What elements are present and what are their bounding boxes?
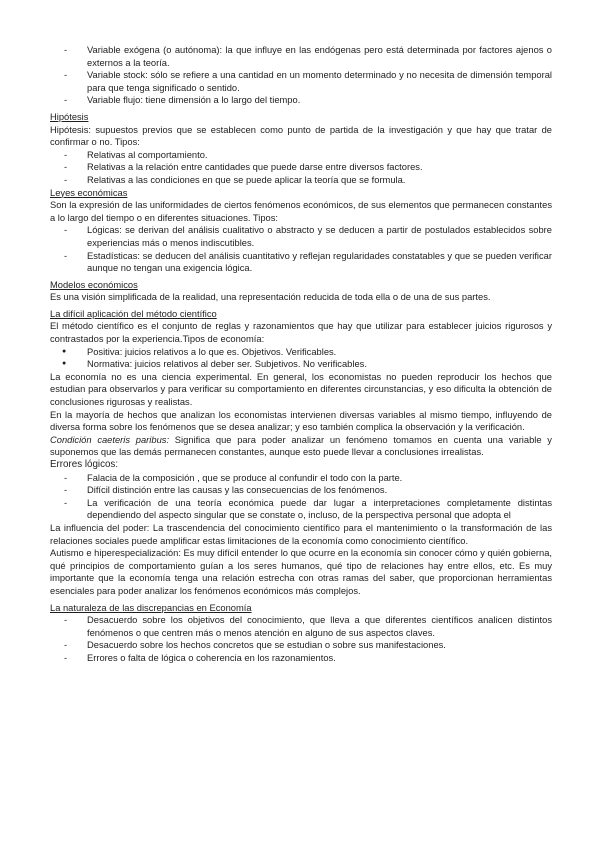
list-item: ● Normativa: juicios relativos al deber ser. Subjetivos. No verificables.: [50, 358, 552, 371]
list-item: - Estadísticas: se deducen del análisis cuantitativo y reflejan regularidades constatables y que se pueden verificar aunque no tengan una exigencia lógica.: [50, 250, 552, 275]
paragraph: El método científico es el conjunto de reglas y razonamientos que hay que utilizar para establecer juicios rigurosos y contrastados por la experiencia.Tipos de economía:: [50, 321, 552, 345]
hipotesis-list: [50, 149, 552, 187]
ceteris-paribus-term: Condición caeteris paribus:: [50, 434, 170, 445]
ceteris-paribus-text: Significa que para poder analizar un fenómeno tomamos en cuenta una variable y suponemos que las demás permanecen constantes, aunque esto puede llevar a conclusiones irrealistas.: [50, 434, 552, 458]
economia-tipos-list: [50, 346, 552, 371]
list-item: - Variable stock: sólo se refiere a una cantidad en un momento determinado y no necesita de dimensión temporal para que tenga significado o sentido.: [50, 69, 552, 94]
section-heading-discrepancias: La naturaleza de las discrepancias en Economía: [50, 602, 252, 613]
list-item: - Difícil distinción entre las causas y las consecuencias de los fenómenos.: [50, 484, 552, 497]
list-item: - Desacuerdo sobre los objetivos del conocimiento, que lleva a que diferentes científicos analicen distintos fenómenos o que centren más o menos atención en alguno de sus aspectos claves.: [50, 614, 552, 639]
discrepancias-list: [50, 614, 552, 664]
list-item: - Relativas al comportamiento.: [50, 149, 552, 162]
list-item: - Falacia de la composición , que se produce al confundir el todo con la parte.: [50, 472, 552, 485]
paragraph: En la mayoría de hechos que analizan los economistas intervienen diversas variables al mismo tiempo, influyendo de diversa forma sobre los fenómenos que se desea analizar; y eso también complica la observación y la verificación.: [50, 409, 552, 433]
section-heading-hipotesis: Hipótesis: [50, 111, 89, 122]
paragraph-ceteris-paribus: [50, 434, 552, 459]
section-heading-leyes: Leyes económicas: [50, 187, 128, 198]
list-item: - Lógicas: se derivan del análisis cualitativo o abstracto y se deducen a partir de postulados establecidos sobre experiencias más o menos indiscutibles.: [50, 224, 552, 249]
list-item: - Relativas a la relación entre cantidades que puede darse entre diversos factores.: [50, 161, 552, 174]
list-item: - Desacuerdo sobre los hechos concretos que se estudian o sobre sus manifestaciones.: [50, 639, 552, 652]
leyes-list: [50, 224, 552, 274]
paragraph: Hipótesis: supuestos previos que se establecen como punto de partida de la investigación y que hay que tratar de confirmar o no. Tipos:: [50, 124, 552, 148]
section-heading-modelos: Modelos económicos: [50, 279, 138, 290]
list-item: - Relativas a las condiciones en que se puede aplicar la teoría que se formula.: [50, 174, 552, 187]
list-item: - Variable exógena (o autónoma): la que influye en las endógenas pero está determinada por factores ajenos o externos a la teoría.: [50, 44, 552, 69]
paragraph: Es una visión simplificada de la realidad, una representación reducida de toda ella o de una de sus partes.: [50, 292, 491, 303]
section-heading-metodo: La difícil aplicación del método científico: [50, 308, 217, 319]
paragraph-influencia: La influencia del poder: La trascendencia del conocimiento científico para el mantenimiento o la transformación de las relaciones sociales puede amplificar estas limitaciones de la economía como conocimiento científico.: [50, 522, 552, 546]
paragraph: Son la expresión de las uniformidades de ciertos fenómenos económicos, de sus elementos que permanecen constantes a lo largo del tiempo o en diferentes situaciones. Tipos:: [50, 200, 552, 223]
errores-heading: Errores lógicos:: [50, 459, 119, 470]
errores-list: [50, 472, 552, 522]
list-item: - La verificación de una teoría económica puede dar lugar a interpretaciones completamente distintas dependiendo del aspecto singular que se constate o, incluso, de la perspectiva personal que adopta el: [50, 497, 552, 522]
variables-list: [50, 44, 552, 107]
paragraph-autismo: Autismo e hiperespecialización: Es muy difícil entender lo que ocurre en la economía sin conocer cómo y quién gobierna, qué principios de comportamiento guían a los seres humanos, qué tipo de relaciones hay entre ellos, etc. Es muy importante que la economía tenga una relación estrecha con otras ramas del saber, que proporcionan herramientas esenciales para poder analizar los fenómenos económicos más complejos.: [50, 548, 552, 596]
list-item: - Errores o falta de lógica o coherencia en los razonamientos.: [50, 652, 552, 665]
paragraph: La economía no es una ciencia experimental. En general, los economistas no pueden reproducir los hechos que estudian para observarlos y para verificar su comportamiento en diferentes circunstancias, y eso dificulta la obtención de conclusiones rigurosas y realistas.: [50, 371, 552, 408]
list-item: - Variable flujo: tiene dimensión a lo largo del tiempo.: [50, 94, 552, 107]
list-item: ● Positiva: juicios relativos a lo que es. Objetivos. Verificables.: [50, 346, 552, 359]
